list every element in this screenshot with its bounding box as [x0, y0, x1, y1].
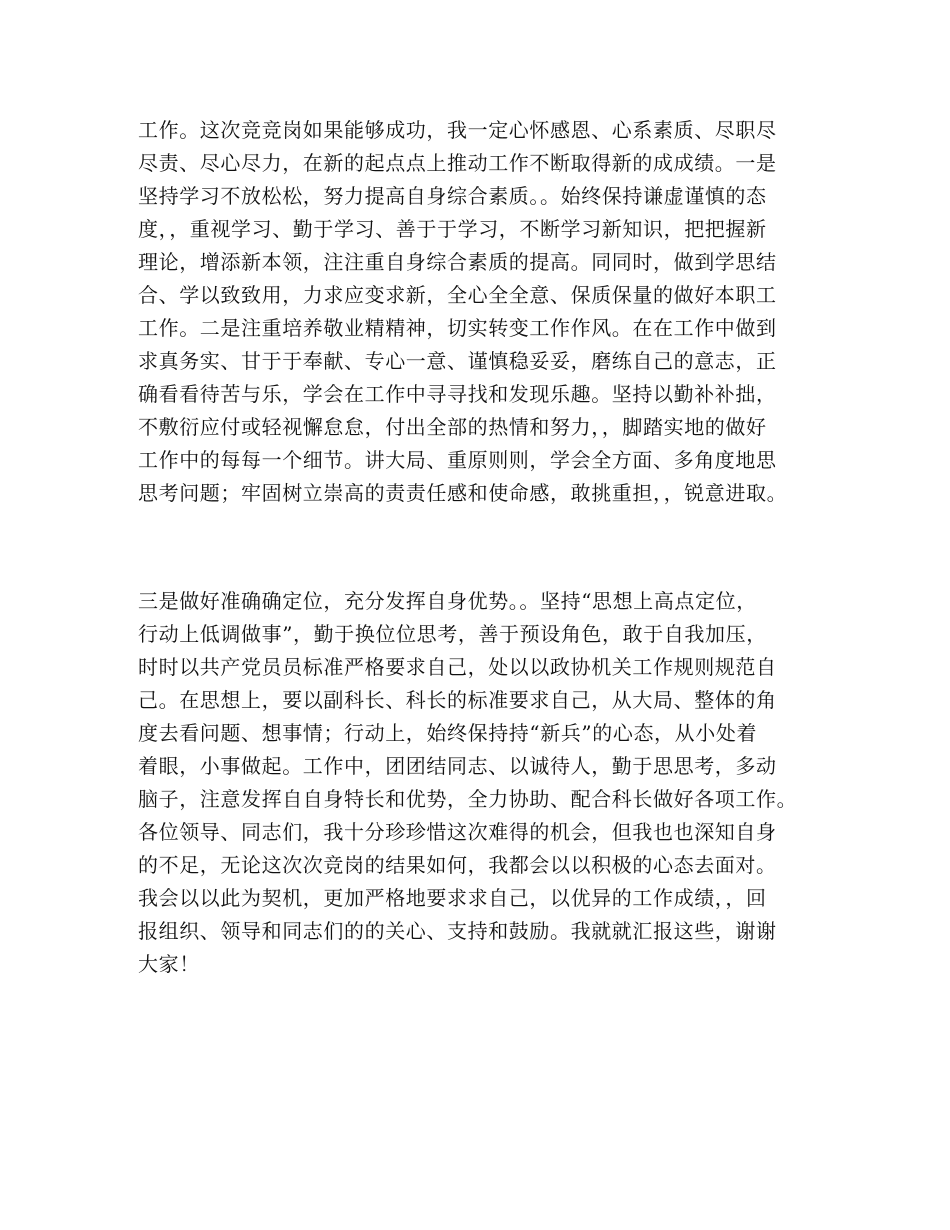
text-line: 时时以共产党员员标准严格要求自己，处以以政协机关工作规则规范自 — [138, 655, 777, 679]
text-line: 工作中的每每一个细节。讲大局、重原则则，学会全方面、多角度地思 — [138, 448, 777, 472]
text-line: 脑子，注意发挥自自身特长和优势，全力协助、配合科长做好各项工作。 — [138, 787, 798, 811]
text-line: 大家！ — [138, 952, 200, 976]
text-line: 求真务实、甘于于奉献、专心一意、谨慎稳妥妥，磨练自己的意志，正 — [138, 349, 777, 373]
text-line: 我会以以此为契机，更加严格地要求求自己，以优异的工作成绩，，回 — [138, 886, 767, 910]
text-line: 合、学以致致用，力求应变求新，全心全全意、保质保量的做好本职工 — [138, 283, 777, 307]
paragraph — [138, 585, 838, 981]
text-line: 三是做好准确确定位，充分发挥自身优势。。坚持“思想上高点定位， — [138, 589, 757, 613]
text-line: 己。在思想上，要以副科长、科长的标准要求自己，从大局、整体的角 — [138, 688, 777, 712]
text-line: 尽责、尽心尽力，在新的起点点上推动工作不断取得新的成成绩。一是 — [138, 151, 777, 175]
text-line: 坚持学习不放松松，努力提高自身综合素质。。始终保持谦虚谨慎的态 — [138, 184, 767, 208]
text-line: 确看看待苦与乐，学会在工作中寻寻找和发现乐趣。坚持以勤补补拙， — [138, 382, 777, 406]
text-line: 工作。二是注重培养敬业精精神，切实转变工作作风。在在工作中做到 — [138, 316, 777, 340]
text-line: 度去看问题、想事情；行动上，始终保持持“新兵”的心态，从小处着 — [138, 721, 758, 745]
text-line: 不敷衍应付或轻视懈怠怠，付出全部的热情和努力，，脚踏实地的做好 — [138, 415, 767, 439]
text-line: 的不足，无论这次次竞岗的结果如何，我都会以以积极的心态去面对。 — [138, 853, 777, 877]
text-line: 各位领导、同志们，我十分珍珍惜这次难得的机会，但我也也深知自身 — [138, 820, 777, 844]
text-line: 工作。这次竞竞岗如果能够成功，我一定心怀感恩、心系素质、尽职尽 — [138, 118, 777, 142]
text-line: 思考问题；牢固树立崇高的责责任感和使命感，敢挑重担，，锐意进取。 — [138, 481, 788, 505]
text-line: 行动上低调做事”，勤于换位位思考，善于预设角色，敢于自我加压， — [138, 622, 767, 646]
text-line: 着眼，小事做起。工作中，团团结同志、以诚待人，勤于思思考，多动 — [138, 754, 777, 778]
text-line: 报组织、领导和同志们的的关心、支持和鼓励。我就就汇报这些，谢谢 — [138, 919, 777, 943]
text-line: 度，，重视学习、勤于学习、善于于学习，不断学习新知识，把把握新 — [138, 217, 767, 241]
text-line: 理论，增添新本领，注注重自身综合素质的提高。同同时，做到学思结 — [138, 250, 777, 274]
paragraph — [138, 114, 838, 510]
